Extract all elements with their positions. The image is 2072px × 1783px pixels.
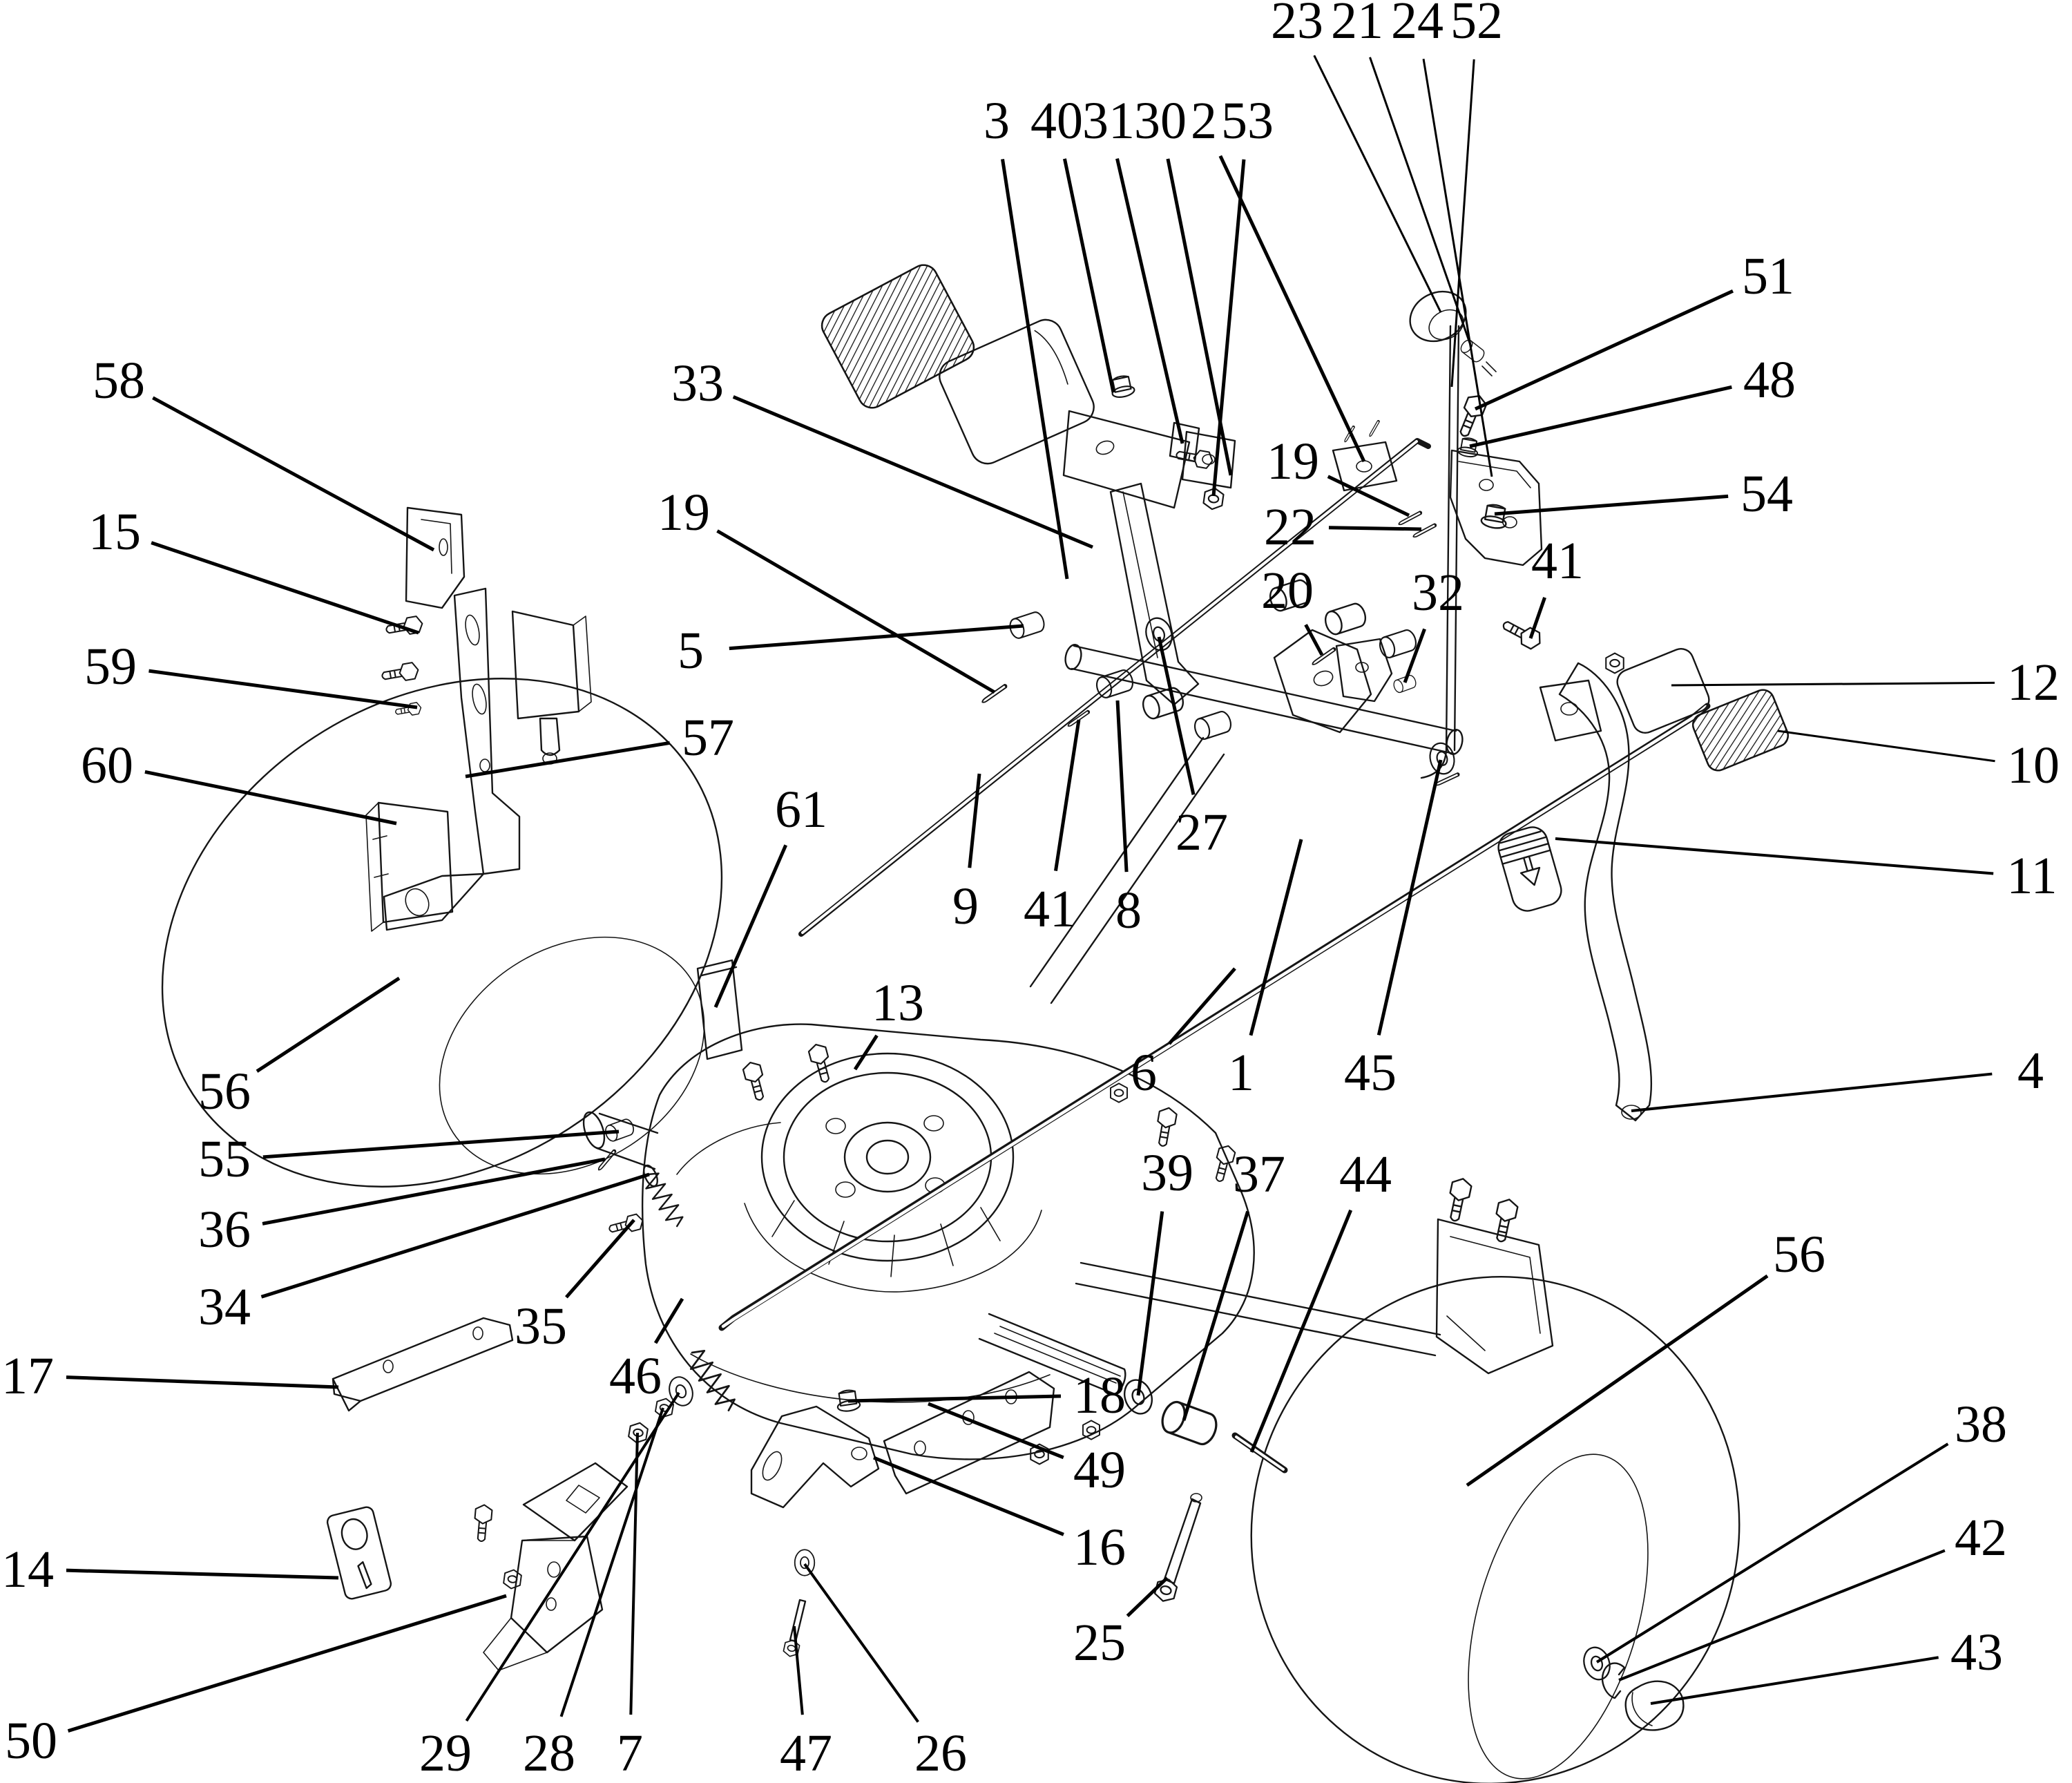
part-number-16: 16 [1073, 1518, 1126, 1576]
part-number-15: 15 [88, 503, 141, 561]
callout-42 [1619, 1509, 2007, 1680]
leader-line [1597, 1444, 1948, 1662]
part-number-10: 10 [2007, 736, 2060, 794]
callout-14 [1, 1541, 338, 1599]
part-number-41: 41 [1024, 880, 1076, 938]
part-number-52: 52 [1450, 0, 1503, 50]
callout-48 [1470, 351, 1796, 446]
leader-line [1117, 700, 1126, 872]
callout-25 [1073, 1578, 1167, 1672]
part-number-33: 33 [671, 354, 724, 412]
callout-60 [81, 736, 396, 823]
callout-8 [1115, 700, 1142, 940]
leader-line [1329, 528, 1421, 529]
axle-shaft [979, 1176, 1553, 1394]
part-number-58: 58 [93, 352, 145, 410]
leader-line [466, 743, 670, 776]
leader-line [145, 772, 396, 823]
part-number-11: 11 [2006, 847, 2057, 905]
leader-line [1379, 760, 1441, 1035]
callout-layer [1, 0, 2060, 1782]
leader-line [848, 1396, 1061, 1401]
callout-58 [93, 352, 434, 550]
leader-line [1778, 731, 1995, 761]
part-number-13: 13 [872, 974, 924, 1032]
callout-7 [617, 1433, 643, 1782]
switch-bracket [366, 508, 591, 931]
hub-hardware [1580, 1644, 1683, 1730]
part-number-57: 57 [682, 709, 734, 767]
leader-line [733, 397, 1093, 547]
callout-34 [198, 1174, 649, 1336]
leader-line [262, 1159, 605, 1223]
part-number-41: 41 [1531, 532, 1584, 590]
brake-rod [722, 706, 1707, 1328]
pivot-shaft [981, 578, 1465, 1003]
leader-line [805, 1564, 918, 1722]
leader-line [1651, 1657, 1939, 1704]
leader-line [566, 1220, 634, 1297]
leader-line [729, 626, 1024, 649]
callout-15 [88, 503, 419, 633]
callout-9 [952, 774, 979, 935]
leader-line [153, 398, 434, 550]
callout-56 [1467, 1226, 1825, 1485]
leader-line [1314, 55, 1441, 312]
shaft-end-hardware [1312, 616, 1544, 786]
spring-cluster [473, 1346, 740, 1590]
part-number-34: 34 [198, 1278, 251, 1336]
callout-35 [515, 1220, 634, 1355]
leader-line [1619, 1551, 1945, 1680]
part-number-6: 6 [1131, 1044, 1157, 1102]
callout-20 [1261, 562, 1322, 655]
leader-line [794, 1626, 803, 1715]
callout-10 [1778, 731, 2060, 794]
callout-27 [1159, 637, 1228, 861]
leader-line [1003, 159, 1067, 579]
leader-line [716, 845, 786, 1007]
leader-line [1671, 683, 1995, 685]
part-number-2: 2 [1191, 92, 1217, 150]
callout-4 [1631, 1042, 2044, 1111]
callout-22 [1264, 498, 1421, 556]
leader-line [1495, 496, 1728, 514]
leader-line [1555, 839, 1993, 873]
part-number-48: 48 [1743, 351, 1796, 409]
part-number-19: 19 [658, 484, 710, 542]
part-number-23: 23 [1271, 0, 1323, 50]
part-number-45: 45 [1344, 1044, 1397, 1102]
part-number-17: 17 [1, 1347, 54, 1405]
brake-link-parts [326, 1318, 627, 1670]
leader-line [263, 1132, 619, 1157]
part-number-36: 36 [198, 1201, 251, 1259]
part-number-46: 46 [609, 1347, 662, 1405]
part-number-22: 22 [1264, 498, 1316, 556]
part-number-51: 51 [1742, 247, 1794, 305]
part-number-25: 25 [1073, 1614, 1126, 1672]
part-number-9: 9 [952, 877, 979, 935]
leader-line [466, 1393, 679, 1721]
part-number-40: 40 [1030, 92, 1083, 150]
leader-line [68, 1596, 506, 1731]
leader-line [1251, 1210, 1351, 1452]
lower-brackets [751, 1372, 1202, 1658]
callout-18 [848, 1366, 1126, 1424]
control-lever [1495, 645, 1791, 1121]
rod-bracket [1398, 392, 1542, 565]
part-number-47: 47 [780, 1724, 832, 1782]
leader-line [970, 774, 979, 868]
part-number-32: 32 [1412, 564, 1464, 622]
part-number-59: 59 [84, 638, 137, 696]
part-number-5: 5 [678, 622, 704, 680]
part-number-19: 19 [1267, 432, 1319, 490]
callout-21 [1331, 0, 1471, 347]
leader-line [151, 543, 419, 633]
leader-line [1064, 159, 1113, 392]
part-number-60: 60 [81, 736, 133, 794]
guide-plate [698, 960, 742, 1059]
leader-line [1470, 387, 1732, 446]
leader-line [1214, 160, 1244, 496]
callout-24 [1391, 0, 1492, 477]
callout-37 [1184, 1145, 1285, 1420]
part-number-18: 18 [1073, 1366, 1126, 1424]
callout-46 [609, 1299, 682, 1405]
part-number-55: 55 [198, 1130, 251, 1188]
part-number-27: 27 [1176, 803, 1228, 861]
part-number-61: 61 [775, 781, 827, 839]
part-number-24: 24 [1391, 0, 1443, 50]
part-number-3: 3 [984, 92, 1010, 150]
callout-41 [1531, 532, 1584, 638]
leader-line [261, 1174, 649, 1297]
part-number-49: 49 [1073, 1441, 1126, 1499]
part-number-56: 56 [1773, 1226, 1825, 1284]
leader-line [257, 978, 399, 1071]
part-number-8: 8 [1115, 881, 1142, 940]
part-number-38: 38 [1955, 1395, 2007, 1453]
leader-line [1251, 839, 1301, 1036]
leader-line [1475, 291, 1733, 409]
leader-line [1138, 1212, 1162, 1395]
part-number-1: 1 [1228, 1044, 1254, 1102]
part-number-26: 26 [914, 1724, 967, 1782]
leader-line [717, 531, 995, 692]
leader-line [1220, 156, 1364, 461]
leader-line [66, 1570, 338, 1578]
callout-61 [716, 781, 827, 1007]
callout-17 [1, 1347, 338, 1405]
part-number-53: 53 [1221, 92, 1274, 150]
leader-line [1370, 57, 1471, 347]
leader-line [874, 1458, 1064, 1534]
part-number-12: 12 [2007, 654, 2060, 712]
callout-38 [1597, 1395, 2007, 1662]
leader-line [855, 1036, 877, 1069]
axle-washer-spacer-pin [1120, 1376, 1285, 1470]
part-number-29: 29 [419, 1724, 472, 1782]
leader-line [1169, 969, 1235, 1044]
part-number-30: 30 [1134, 92, 1187, 150]
callout-43 [1651, 1623, 2003, 1704]
part-number-4: 4 [2017, 1042, 2044, 1100]
callout-59 [84, 638, 417, 707]
leader-line [66, 1377, 338, 1387]
callout-57 [466, 709, 734, 776]
part-number-31: 31 [1082, 92, 1135, 150]
part-number-14: 14 [1, 1541, 54, 1599]
part-number-20: 20 [1261, 562, 1314, 620]
part-number-21: 21 [1331, 0, 1383, 50]
leader-line [1117, 159, 1182, 444]
part-number-39: 39 [1141, 1144, 1193, 1202]
leader-line [631, 1433, 637, 1715]
callout-5 [678, 622, 1024, 680]
callout-45 [1344, 760, 1441, 1102]
callout-11 [1555, 839, 2057, 905]
part-number-50: 50 [5, 1712, 57, 1770]
callout-19 [658, 484, 995, 692]
callout-39 [1138, 1144, 1193, 1395]
part-number-56: 56 [198, 1062, 251, 1121]
part-number-42: 42 [1955, 1509, 2007, 1567]
part-number-7: 7 [617, 1724, 643, 1782]
callout-56 [198, 978, 399, 1121]
part-number-54: 54 [1740, 465, 1793, 523]
leader-line [1631, 1074, 1992, 1111]
part-number-37: 37 [1233, 1145, 1285, 1203]
leader-line [1306, 624, 1322, 655]
leader-line [1055, 720, 1079, 871]
left-tire [66, 575, 818, 1290]
leader-line [1127, 1578, 1167, 1616]
part-number-28: 28 [523, 1724, 575, 1782]
leader-line [149, 671, 417, 707]
part-number-43: 43 [1950, 1623, 2003, 1681]
leader-line [1452, 59, 1474, 387]
leader-line [562, 1408, 663, 1717]
callout-55 [198, 1130, 619, 1188]
part-number-35: 35 [515, 1297, 567, 1355]
part-number-44: 44 [1339, 1145, 1392, 1203]
